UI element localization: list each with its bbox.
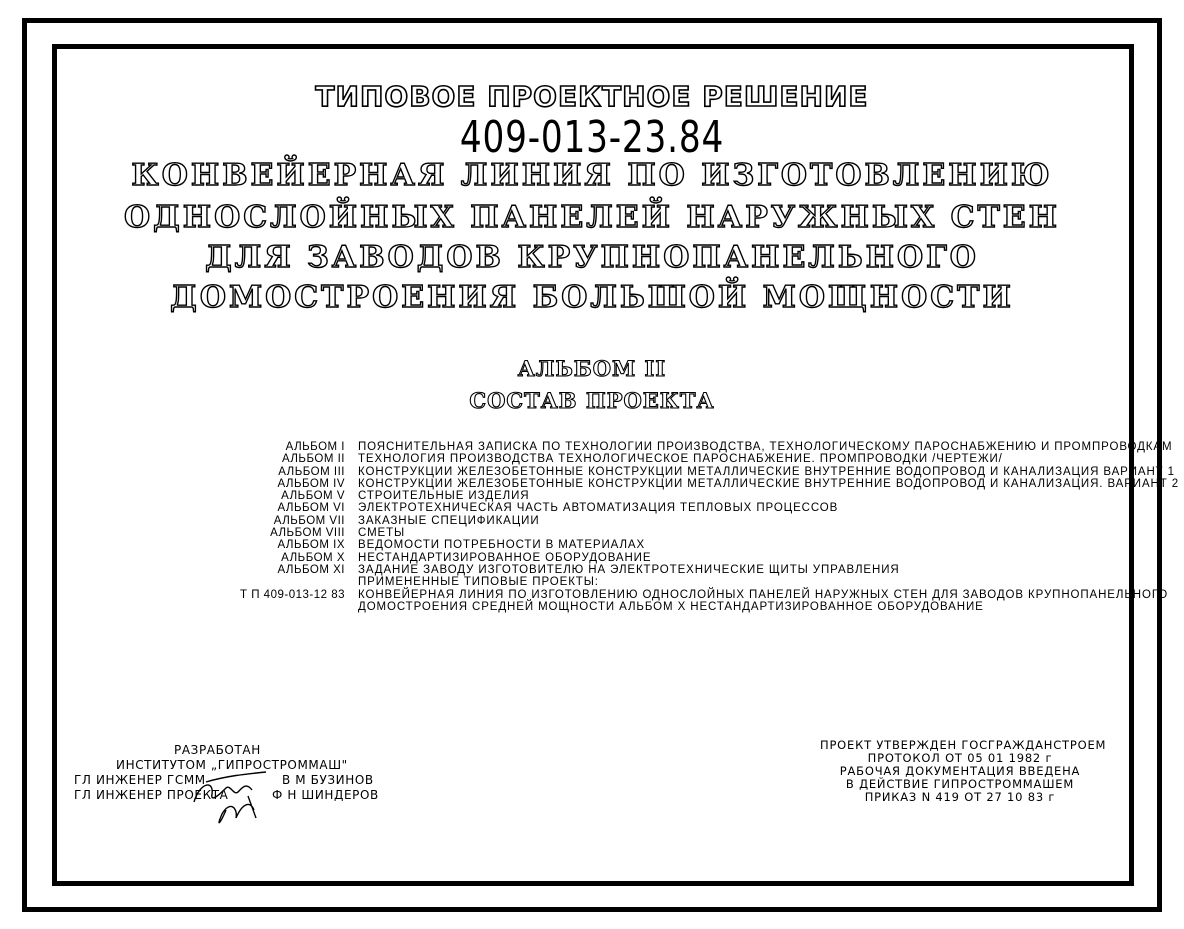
approval-block xyxy=(820,738,1107,804)
approval-line-5: ПРИКАЗ N 419 ОТ 27 10 83 г xyxy=(864,790,1056,804)
applied-project-code: Т П 409-013-12 83 xyxy=(240,588,345,601)
contents-row xyxy=(120,515,1120,527)
album-number: АЛЬБОМ IV xyxy=(277,477,345,490)
applied-project-description: ДОМОСТРОЕНИЯ СРЕДНЕЙ МОЩНОСТИ АЛЬБОМ X НЕСТАНДАРТИЗИРОВАННОЕ ОБОРУДОВАНИЕ xyxy=(358,600,984,613)
album-description: ЭЛЕКТРОТЕХНИЧЕСКАЯ ЧАСТЬ АВТОМАТИЗАЦИЯ ТЕПЛОВЫХ ПРОЦЕССОВ xyxy=(358,502,839,515)
contents-row xyxy=(120,539,1120,551)
developer-line-1: РАЗРАБОТАН xyxy=(174,743,261,757)
album-number: АЛЬБОМ I xyxy=(285,441,345,453)
album-number: АЛЬБОМ X xyxy=(281,551,345,564)
contents-row xyxy=(120,490,1120,502)
project-name-line-3: ДЛЯ ЗАВОДОВ КРУПНОПАНЕЛЬНОГО xyxy=(205,240,979,275)
album-number: АЛЬБОМ IX xyxy=(277,539,345,552)
contents-row xyxy=(120,564,1120,576)
contents-row xyxy=(120,527,1120,539)
album-number: АЛЬБОМ VI xyxy=(277,502,345,515)
contents-row xyxy=(120,588,1169,601)
contents-list xyxy=(120,441,1180,613)
album-description: КОНСТРУКЦИИ ЖЕЛЕЗОБЕТОННЫЕ КОНСТРУКЦИИ МЕТАЛЛИЧЕСКИЕ ВНУТРЕННИЕ ВОДОПРОВОД И КАНАЛИЗАЦИЯ ВАРИАНТ 1 xyxy=(358,465,1175,478)
album-number: АЛЬБОМ VII xyxy=(273,514,345,527)
document-code: 409-013-23.84 xyxy=(459,112,725,163)
contents-row xyxy=(120,502,1120,514)
project-engineer-name: Ф Н ШИНДЕРОВ xyxy=(272,788,379,802)
album-number: АЛЬБОМ II xyxy=(281,453,345,466)
chief-engineer-name: В М БУЗИНОВ xyxy=(282,773,374,787)
approval-line-1: ПРОЕКТ УТВЕРЖДЕН ГОСГРАЖДАНСТРОЕМ xyxy=(820,738,1107,752)
approval-line-2: ПРОТОКОЛ ОТ 05 01 1982 г xyxy=(867,751,1053,765)
album-description: ВЕДОМОСТИ ПОТРЕБНОСТИ В МАТЕРИАЛАХ xyxy=(358,539,646,552)
contents-row xyxy=(120,453,1120,465)
approval-line-4: В ДЕЙСТВИЕ ГИПРОСТРОММАШЕМ xyxy=(845,777,1075,791)
contents-row xyxy=(120,441,1173,453)
contents-row xyxy=(120,465,1175,478)
contents-row xyxy=(120,477,1180,490)
album-number: АЛЬБОМ XI xyxy=(277,563,345,576)
album-description: НЕСТАНДАРТИЗИРОВАННОЕ ОБОРУДОВАНИЕ xyxy=(358,551,652,564)
album-label: АЛЬБОМ II xyxy=(517,356,667,381)
album-number: АЛЬБОМ VIII xyxy=(270,527,345,540)
approval-line-3: РАБОЧАЯ ДОКУМЕНТАЦИЯ ВВЕДЕНА xyxy=(839,764,1081,778)
album-description: ЗАДАНИЕ ЗАВОДУ ИЗГОТОВИТЕЛЮ НА ЭЛЕКТРОТЕХНИЧЕСКИЕ ЩИТЫ УПРАВЛЕНИЯ xyxy=(358,563,900,576)
album-description: ЗАКАЗНЫЕ СПЕЦИФИКАЦИИ xyxy=(358,514,540,527)
chief-engineer-title: ГЛ ИНЖЕНЕР ГСММ xyxy=(74,773,206,787)
album-description: ПОЯСНИТЕЛЬНАЯ ЗАПИСКА ПО ТЕХНОЛОГИИ ПРОИЗВОДСТВА, ТЕХНОЛОГИЧЕСКОМУ ПАРОСНАБЖЕНИЮ И ПРОМПРОВОДКАМ xyxy=(358,441,1173,453)
album-description: СТРОИТЕЛЬНЫЕ ИЗДЕЛИЯ xyxy=(358,490,530,503)
project-name-line-4: ДОМОСТРОЕНИЯ БОЛЬШОЙ МОЩНОСТИ xyxy=(170,280,1014,315)
album-subtitle: СОСТАВ ПРОЕКТА xyxy=(469,388,715,413)
album-description: СМЕТЫ xyxy=(358,527,406,540)
developer-institute: ИНСТИТУТОМ „ГИПРОСТРОММАШ" xyxy=(116,758,348,772)
project-engineer-title: ГЛ ИНЖЕНЕР ПРОЕКТА xyxy=(74,788,229,802)
contents-row xyxy=(120,552,1120,564)
album-number: АЛЬБОМ V xyxy=(281,490,345,503)
album-description: КОНСТРУКЦИИ ЖЕЛЕЗОБЕТОННЫЕ КОНСТРУКЦИИ МЕТАЛЛИЧЕСКИЕ ВНУТРЕННИЕ ВОДОПРОВОД И КАНАЛИЗАЦИЯ. ВАРИАНТ 2 xyxy=(358,477,1180,490)
album-description: ТЕХНОЛОГИЯ ПРОИЗВОДСТВА ТЕХНОЛОГИЧЕСКОЕ ПАРОСНАБЖЕНИЕ. ПРОМПРОВОДКИ /ЧЕРТЕЖИ/ xyxy=(358,453,1003,466)
signature-icon xyxy=(186,752,276,827)
project-name-line-2: ОДНОСЛОЙНЫХ ПАНЕЛЕЙ НАРУЖНЫХ СТЕН xyxy=(123,200,1060,235)
applied-projects-heading: ПРИМЕНЕННЫЕ ТИПОВЫЕ ПРОЕКТЫ: xyxy=(358,576,599,589)
applied-project-description: КОНВЕЙЕРНАЯ ЛИНИЯ ПО ИЗГОТОВЛЕНИЮ ОДНОСЛОЙНЫХ ПАНЕЛЕЙ НАРУЖНЫХ СТЕН ДЛЯ ЗАВОДОВ КРУПНОПАНЕЛЬНОГО xyxy=(358,588,1169,601)
contents-row xyxy=(120,601,1120,613)
document-type-title: ТИПОВОЕ ПРОЕКТНОЕ РЕШЕНИЕ xyxy=(315,80,869,113)
album-number: АЛЬБОМ III xyxy=(278,465,345,478)
project-name-line-1: КОНВЕЙЕРНАЯ ЛИНИЯ ПО ИЗГОТОВЛЕНИЮ xyxy=(131,158,1053,193)
contents-row xyxy=(120,576,1120,588)
